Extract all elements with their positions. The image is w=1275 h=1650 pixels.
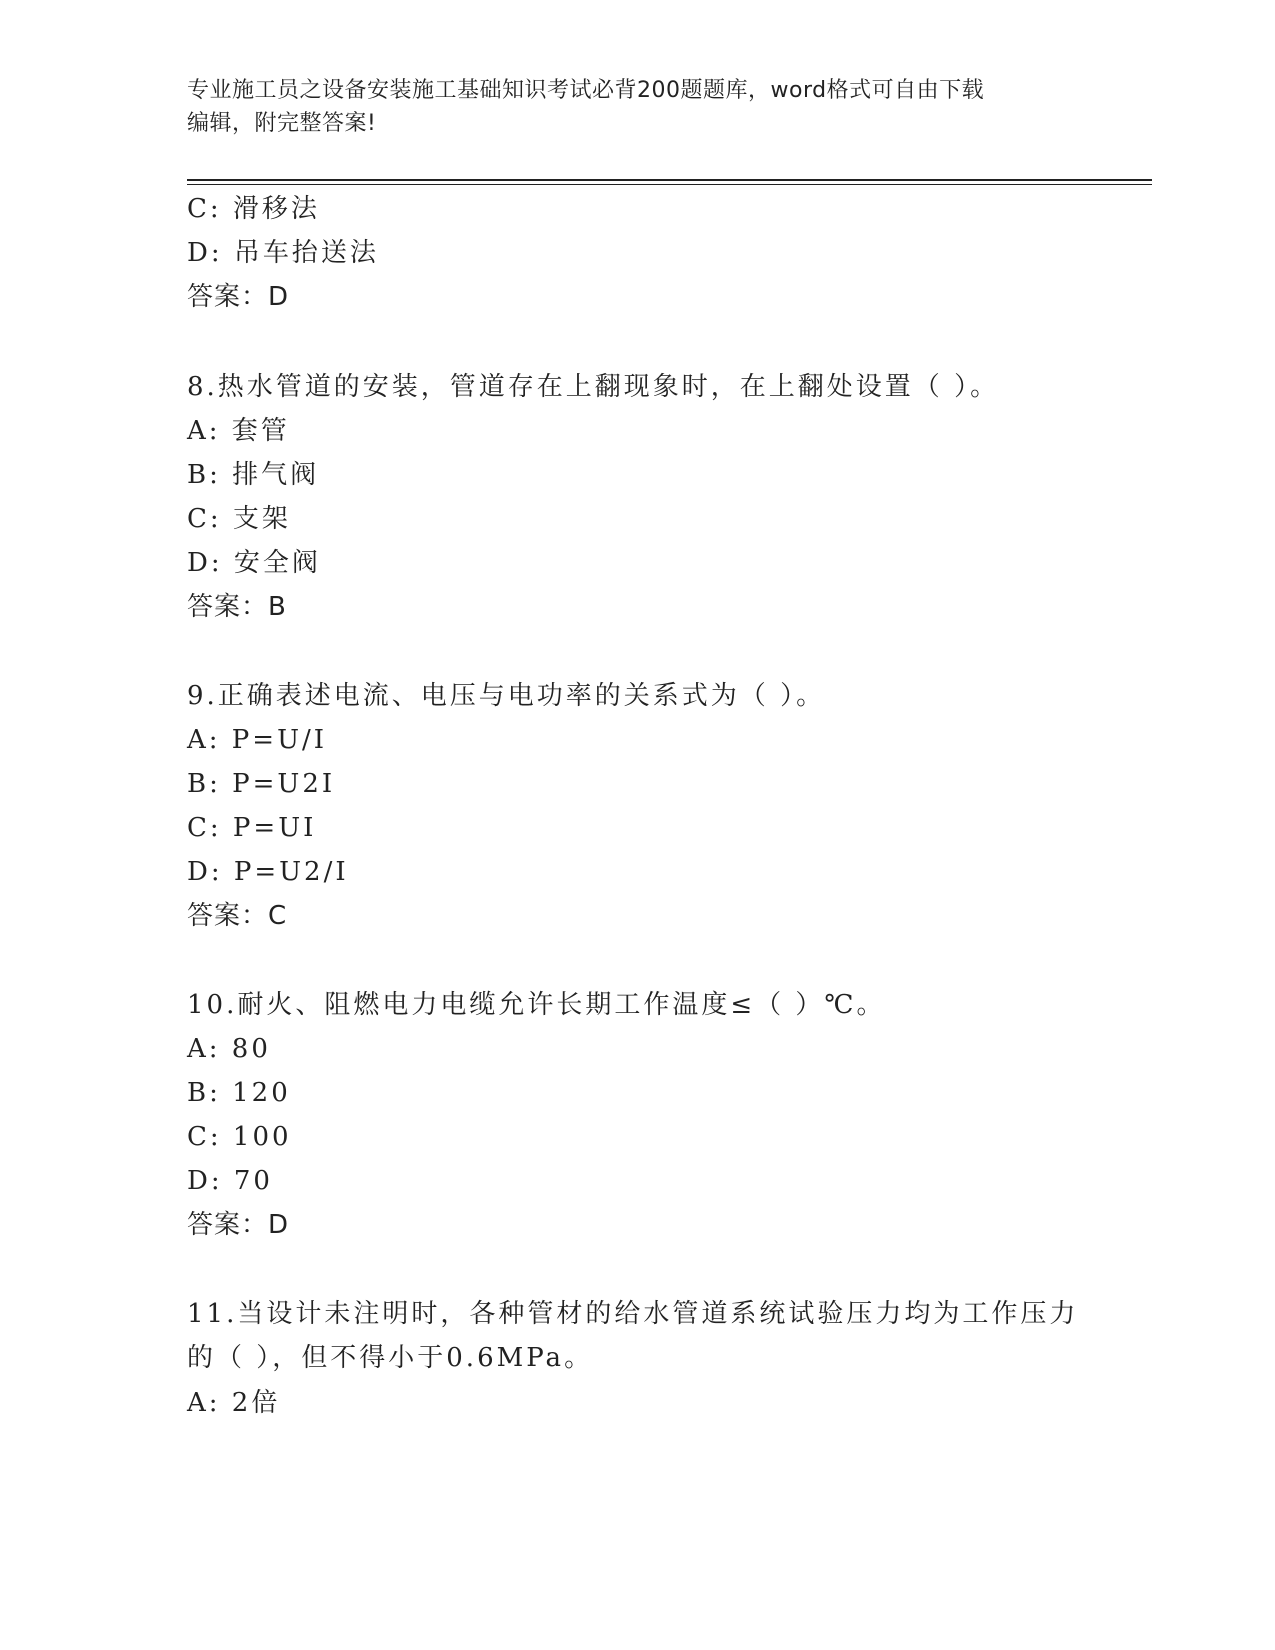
header-line-1: 专业施工员之设备安装施工基础知识考试必背200题题库，word格式可自由下载	[187, 78, 985, 103]
q7-option-d: D: 吊车抬送法	[187, 238, 379, 268]
q8-option-d: D: 安全阀	[187, 548, 321, 578]
q10-answer: 答案：D	[187, 1210, 290, 1240]
header-line-2: 编辑，附完整答案!	[187, 111, 377, 136]
q11-stem-line-1: 11.当设计未注明时，各种管材的给水管道系统试验压力均为工作压力	[187, 1299, 1079, 1329]
document-header	[187, 74, 1067, 140]
q8-answer: 答案：B	[187, 592, 287, 622]
q9-option-c: C: P=UI	[187, 813, 317, 843]
q10-option-c: C: 100	[187, 1122, 292, 1152]
q10-option-b: B: 120	[187, 1078, 291, 1108]
q8-option-a: A: 套管	[187, 416, 290, 446]
header-rule-thin	[187, 184, 1152, 185]
q10-stem: 10.耐火、阻燃电力电缆允许长期工作温度≤（ ）℃。	[187, 990, 886, 1020]
q7-option-c: C: 滑移法	[187, 194, 320, 224]
q9-option-d: D: P=U2/I	[187, 857, 349, 887]
q9-answer: 答案：C	[187, 901, 288, 931]
q9-option-a: A: P=U/I	[187, 725, 328, 755]
q11-option-a: A: 2倍	[187, 1388, 281, 1418]
q10-option-a: A: 80	[187, 1034, 271, 1064]
q8-option-b: B: 排气阀	[187, 460, 320, 490]
q9-option-b: B: P=U2I	[187, 769, 336, 799]
q7-answer: 答案：D	[187, 282, 290, 312]
q8-stem: 8.热水管道的安装，管道存在上翻现象时，在上翻处设置（ ）。	[187, 372, 1000, 402]
q10-option-d: D: 70	[187, 1166, 273, 1196]
header-rule-thick	[187, 179, 1152, 181]
q8-option-c: C: 支架	[187, 504, 291, 534]
q9-stem: 9.正确表述电流、电压与电功率的关系式为（ ）。	[187, 681, 826, 711]
q11-stem-line-2: 的（ ），但不得小于0.6MPa。	[187, 1343, 594, 1373]
